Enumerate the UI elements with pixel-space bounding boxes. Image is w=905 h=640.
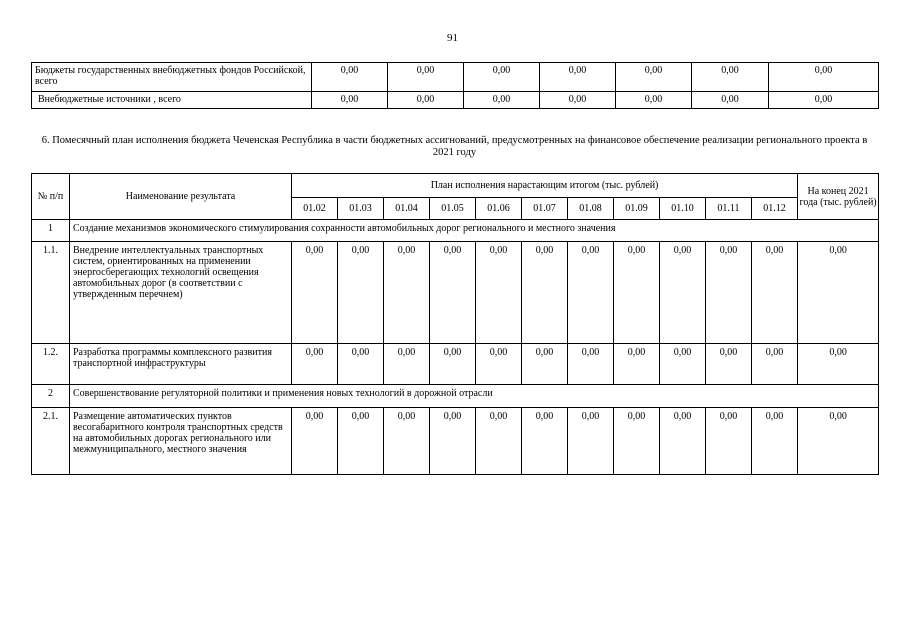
value-cell: 0,00 [614,344,660,385]
section-row [32,220,879,242]
value-cell: 0,00 [752,242,798,344]
section-number: 1 [32,220,70,242]
value-cell: 0,00 [692,63,769,92]
row-number: 1.1. [32,242,70,344]
value-cell: 0,00 [568,408,614,475]
value-cell: 0,00 [540,63,616,92]
funding-sources-table [31,62,879,109]
month-header: 01.06 [476,198,522,220]
monthly-plan-table [31,173,879,475]
value-cell: 0,00 [616,92,692,109]
value-cell: 0,00 [476,344,522,385]
month-header: 01.10 [660,198,706,220]
value-cell: 0,00 [614,242,660,344]
year-end-value: 0,00 [798,344,879,385]
table-row [32,408,879,475]
section-number: 2 [32,385,70,408]
result-name: Размещение автоматических пунктов весогабаритного контроля транспортных средств на автомобильных дорогах регионального или межмуниципального, местного значения [70,408,292,475]
value-cell: 0,00 [430,242,476,344]
value-cell: 0,00 [769,63,879,92]
result-name: Внедрение интеллектуальных транспортных систем, ориентированных на применении энергосберегающих технологий освещения автомобильных дорог (в соответствии с утвержденным перечнем) [70,242,292,344]
month-header: 01.07 [522,198,568,220]
result-name-cell [70,344,292,385]
value-cell: 0,00 [312,63,388,92]
table-row [32,63,879,92]
page-number: 91 [447,32,458,44]
header-plan: План исполнения нарастающим итогом (тыс. рублей) [292,174,798,198]
value-cell: 0,00 [292,344,338,385]
row-number: 1.2. [32,344,70,385]
value-cell: 0,00 [706,344,752,385]
header-num: № п/п [32,174,70,220]
value-cell: 0,00 [706,242,752,344]
header-end: На конец 2021 года (тыс. рублей) [798,174,879,220]
row-label: Бюджеты государственных внебюджетных фондов Российской, всего [32,63,312,92]
section-row [32,385,879,408]
value-cell: 0,00 [312,92,388,109]
value-cell: 0,00 [388,63,464,92]
value-cell: 0,00 [338,344,384,385]
value-cell: 0,00 [769,92,879,109]
value-cell: 0,00 [476,408,522,475]
header-row [32,174,879,198]
value-cell: 0,00 [430,344,476,385]
value-cell: 0,00 [464,63,540,92]
row-number: 2.1. [32,408,70,475]
value-cell: 0,00 [522,344,568,385]
year-end-value: 0,00 [798,408,879,475]
section-title: 6. Помесячный план исполнения бюджета Чеченская Республика в части бюджетных ассигнований, предусмотренных на финансовое обеспечение реализации регионального проекта в 2021 году [41,135,868,158]
value-cell: 0,00 [614,408,660,475]
value-cell: 0,00 [752,408,798,475]
value-cell: 0,00 [292,242,338,344]
month-header: 01.08 [568,198,614,220]
header-name: Наименование результата [70,174,292,220]
row-label: Внебюджетные источники , всего [32,92,312,109]
value-cell: 0,00 [706,408,752,475]
value-cell: 0,00 [384,344,430,385]
value-cell: 0,00 [384,408,430,475]
value-cell: 0,00 [338,408,384,475]
month-header: 01.02 [292,198,338,220]
value-cell: 0,00 [616,63,692,92]
value-cell: 0,00 [540,92,616,109]
value-cell: 0,00 [660,408,706,475]
month-header: 01.05 [430,198,476,220]
value-cell: 0,00 [522,242,568,344]
value-cell: 0,00 [522,408,568,475]
table-row [32,242,879,344]
value-cell: 0,00 [568,344,614,385]
value-cell: 0,00 [660,344,706,385]
value-cell: 0,00 [692,92,769,109]
month-header: 01.11 [706,198,752,220]
month-header: 01.03 [338,198,384,220]
value-cell: 0,00 [568,242,614,344]
result-name: Разработка программы комплексного развития транспортной инфраструктуры [73,347,272,369]
value-cell: 0,00 [752,344,798,385]
table-row [32,92,879,109]
month-header: 01.09 [614,198,660,220]
value-cell: 0,00 [384,242,430,344]
year-end-value: 0,00 [798,242,879,344]
value-cell: 0,00 [292,408,338,475]
month-header: 01.04 [384,198,430,220]
section-heading: Создание механизмов экономического стимулирования сохранности автомобильных дорог регионального и местного значения [70,220,879,242]
value-cell: 0,00 [338,242,384,344]
table-row [32,344,879,385]
value-cell: 0,00 [430,408,476,475]
value-cell: 0,00 [476,242,522,344]
value-cell: 0,00 [660,242,706,344]
value-cell: 0,00 [388,92,464,109]
month-header: 01.12 [752,198,798,220]
section-heading: Совершенствование регуляторной политики и применения новых технологий в дорожной отрасли [70,385,879,408]
value-cell: 0,00 [464,92,540,109]
